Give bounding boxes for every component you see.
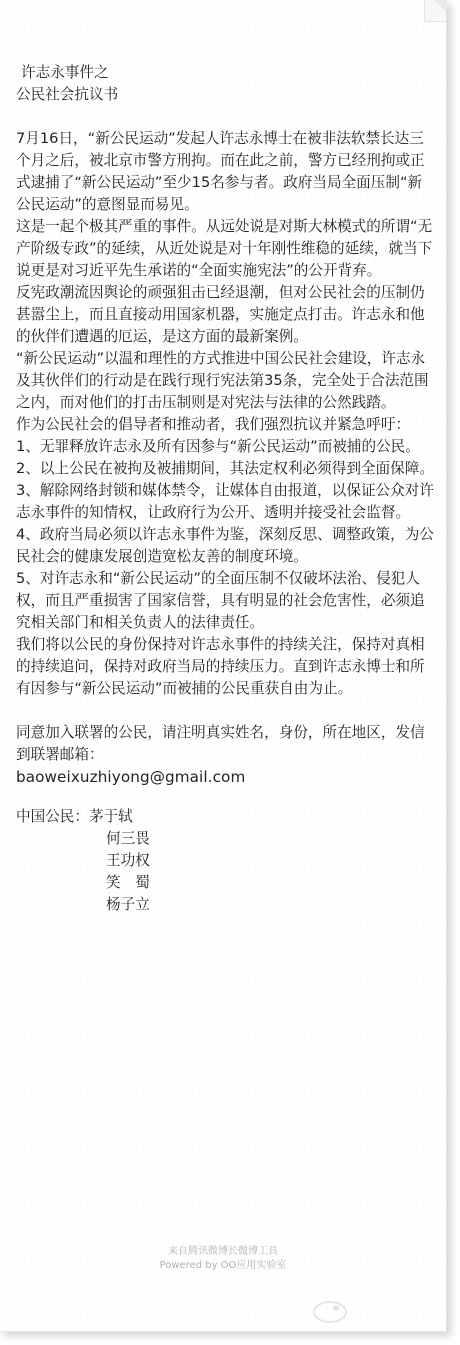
paragraph-1: 7月16日，“新公民运动”发起人许志永博士在被非法软禁长达三个月之后，被北京市警方刑拘。而在此之前，警方已经刑拘或正式逮捕了“新公民运动”至少15名参与者。政府当局全面压制“新公民运动”的意图显而易见。 xyxy=(16,130,425,213)
signer-name: 笑 蜀 xyxy=(106,874,150,891)
document-title-line2: 公民社会抗议书 xyxy=(16,86,119,103)
demand-2: 2、以上公民在被拘及被捕期间，其法定权利必须得到全面保障。 xyxy=(16,460,434,477)
signer-name: 何三畏 xyxy=(106,830,150,847)
faint-watermark-icon xyxy=(300,1290,360,1330)
signers-label: 中国公民： xyxy=(16,808,89,825)
demand-3: 3、解除网络封锁和媒体禁令，让媒体自由报道，以保证公众对许志永事件的知情权，让政府行为公开、透明并接受社会监督。 xyxy=(16,482,434,521)
join-notice: 同意加入联署的公民，请注明真实姓名，身份，所在地区，发信到联署邮箱： xyxy=(16,724,425,763)
demand-1: 1、无罪释放许志永及所有因参与“新公民运动”而被捕的公民。 xyxy=(16,438,420,455)
demand-5: 5、对许志永和“新公民运动”的全面压制不仅破坏法治、侵犯人权，而且严重损害了国家信誉，具有明显的社会危害性，必须追究相关部门和相关负责人的法律责任。 xyxy=(16,570,425,631)
signer-name: 茅于轼 xyxy=(88,808,133,825)
document-title-line1: 许志永事件之 xyxy=(21,64,109,81)
document-body xyxy=(16,62,436,916)
demand-4: 4、政府当局必须以许志永事件为鉴，深刻反思、调整政策，为公民社会的健康发展创造宽松友善的制度环境。 xyxy=(16,526,434,565)
paragraph-2: 这是一起个极其严重的事件。从远处说是对斯大林模式的所谓“无产阶级专政”的延续，从近处说是对十年刚性维稳的延续，就当下说更是对习近平先生承诺的“全面实施宪法”的公开背弃。 xyxy=(16,218,433,279)
paragraph-4: “新公民运动”以温和理性的方式推进中国公民社会建设，许志永及其伙伴们的行动是在践行现行宪法第35条，完全处于合法范围之内，而对他们的打击压制则是对宪法与法律的公然践踏。 xyxy=(16,350,429,411)
signer-name: 杨子立 xyxy=(106,896,150,913)
footer-credit xyxy=(0,1245,446,1273)
footer-line1: 来自腾讯微博长微博工具 xyxy=(168,1246,278,1257)
closing-paragraph: 我们将以公民的身份保持对许志永事件的持续关注，保持对真相的持续追问，保持对政府当局的持续压力。直到许志永博士和所有因参与“新公民运动”而被捕的公民重获自由为止。 xyxy=(16,636,425,697)
footer-line2: Powered by OO应用实验室 xyxy=(159,1260,287,1271)
paragraph-3: 反宪政潮流因舆论的顽强狙击已经退潮，但对公民社会的压制仍甚嚣尘上，而且直接动用国家机器，实施定点打击。许志永和他的伙伴们遭遇的厄运，是这方面的最新案例。 xyxy=(16,284,425,345)
paragraph-5: 作为公民社会的倡导者和推动者，我们强烈抗议并紧急呼吁： xyxy=(16,416,411,433)
signer-name: 王功权 xyxy=(106,852,150,869)
signature-email: baoweixuzhiyong@gmail.com xyxy=(16,768,246,786)
page-corner-fold[interactable] xyxy=(424,0,446,22)
signers-list xyxy=(16,806,436,916)
